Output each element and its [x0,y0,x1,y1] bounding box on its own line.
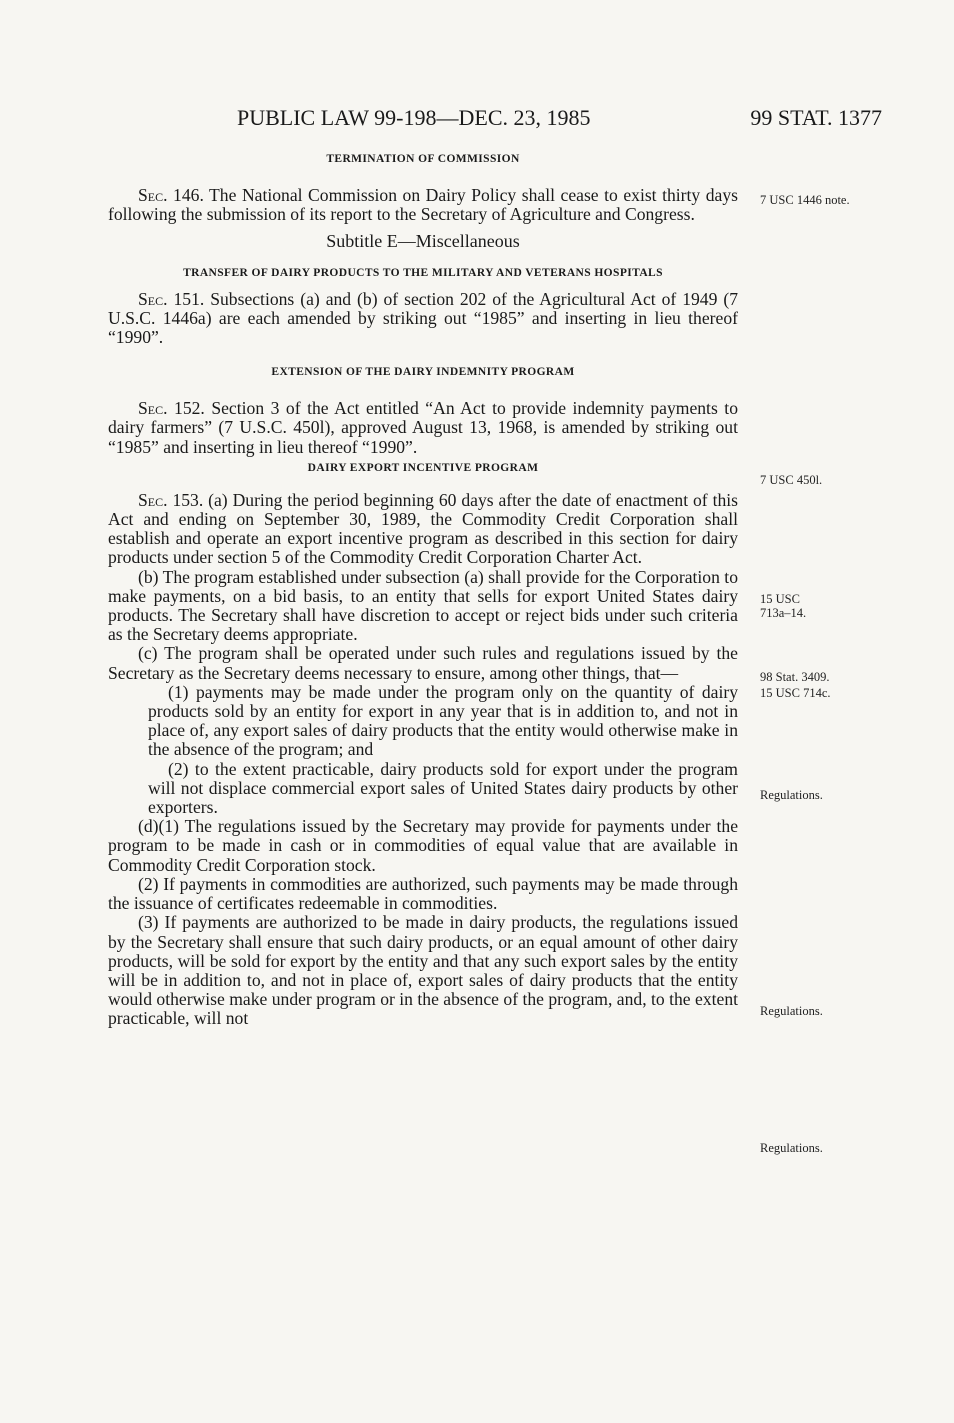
margin-note-citation: 7 USC 450l. [760,473,823,487]
body-column [108,152,738,1029]
paragraph-sec153-b: (b) The program established under subsection (a) shall provide for the Corporation to make payments, on a bid basis, to an entity that sells for export United States dairy products. The Secretary shall have discretion to accept or reject bids under such criteria as the Secretary deems appropriate. [108,566,738,645]
margin-note-citation: 7 USC 1446 note. [760,193,850,207]
paragraph-sec153-d2: (2) If payments in commodities are authorized, such payments may be made through the issuance of certificates redeemable in commodities. [108,873,738,914]
running-head-page: 99 STAT. 1377 [750,105,882,130]
paragraph-sec153-c1: (1) payments may be made under the program only on the quantity of dairy products sold by an entity for export in any year that is in addition to, and not in place of, any export sales of dairy products that the entity would otherwise make in the absence of the program; and [148,681,738,760]
paragraph-sec153-c2: (2) to the extent practicable, dairy products sold for export under the program will not displace commercial export sales of United States dairy products by other exporters. [148,758,738,818]
section-heading: EXTENSION OF THE DAIRY INDEMNITY PROGRAM [271,366,575,379]
paragraph-sec152: Sec. 152. Section 3 of the Act entitled “An Act to provide indemnity payments to dairy farmers” (7 U.S.C. 450l), approved August 13, 1968, is amended by striking out “1985” and inserting in lieu thereof “1990”. [108,398,738,457]
margin-note-citation: 98 Stat. 3409. [760,670,830,684]
section-heading: TRANSFER OF DAIRY PRODUCTS TO THE MILITARY AND VETERANS HOSPITALS [183,266,663,279]
subtitle-heading: Subtitle E—Miscellaneous [326,231,520,252]
section-heading: DAIRY EXPORT INCENTIVE PROGRAM [307,461,539,474]
paragraph-sec151: Sec. 151. Subsections (a) and (b) of section 202 of the Agricultural Act of 1949 (7 U.S.C. 1446a) are each amended by striking out “1985” and inserting in lieu thereof “1990”. [108,288,738,348]
running-head-title: PUBLIC LAW 99-198—DEC. 23, 1985 [237,105,591,130]
margin-note-regulations: Regulations. [760,788,823,802]
paragraph-sec153-a: Sec. 153. (a) During the period beginning 60 days after the date of enactment of this Act and ending on September 30, 1989, the Commodity Credit Corporation shall establish and operate an export incentive program as described in this section for dairy products under section 5 of the Commodity Credit Corporation Charter Act. [108,489,738,568]
paragraph-sec153-d1: (d)(1) The regulations issued by the Secretary may provide for payments under the program to be made in cash or in commodities of equal value that are available in Commodity Credit Corporation stock. [108,816,738,875]
paragraph-sec146: Sec. 146. The National Commission on Dairy Policy shall cease to exist thirty days following the submission of its report to the Secretary of Agriculture and Congress. [108,185,738,225]
paragraph-sec153-c: (c) The program shall be operated under such rules and regulations issued by the Secretary as the Secretary deems necessary to ensure, among other things, that— [108,643,738,683]
running-head [237,105,882,135]
margin-note-regulations: Regulations. [760,1141,823,1155]
margin-note-regulations: Regulations. [760,1004,823,1018]
margin-note-citation: 15 USC 714c. [760,686,831,700]
margin-note-citation: 15 USC 713a–14. [760,592,807,620]
paragraph-sec153-d3: (3) If payments are authorized to be made in dairy products, the regulations issued by the Secretary shall ensure that such dairy products, or an equal amount of other dairy products, will be sold for export by the entity and that any such export sales by the entity will be in addition to, and not in place of, export sales of dairy products that the entity would otherwise make under program or in the absence of the program, and, to the extent practicable, will not [108,912,738,1029]
section-heading: TERMINATION OF COMMISSION [326,153,520,165]
